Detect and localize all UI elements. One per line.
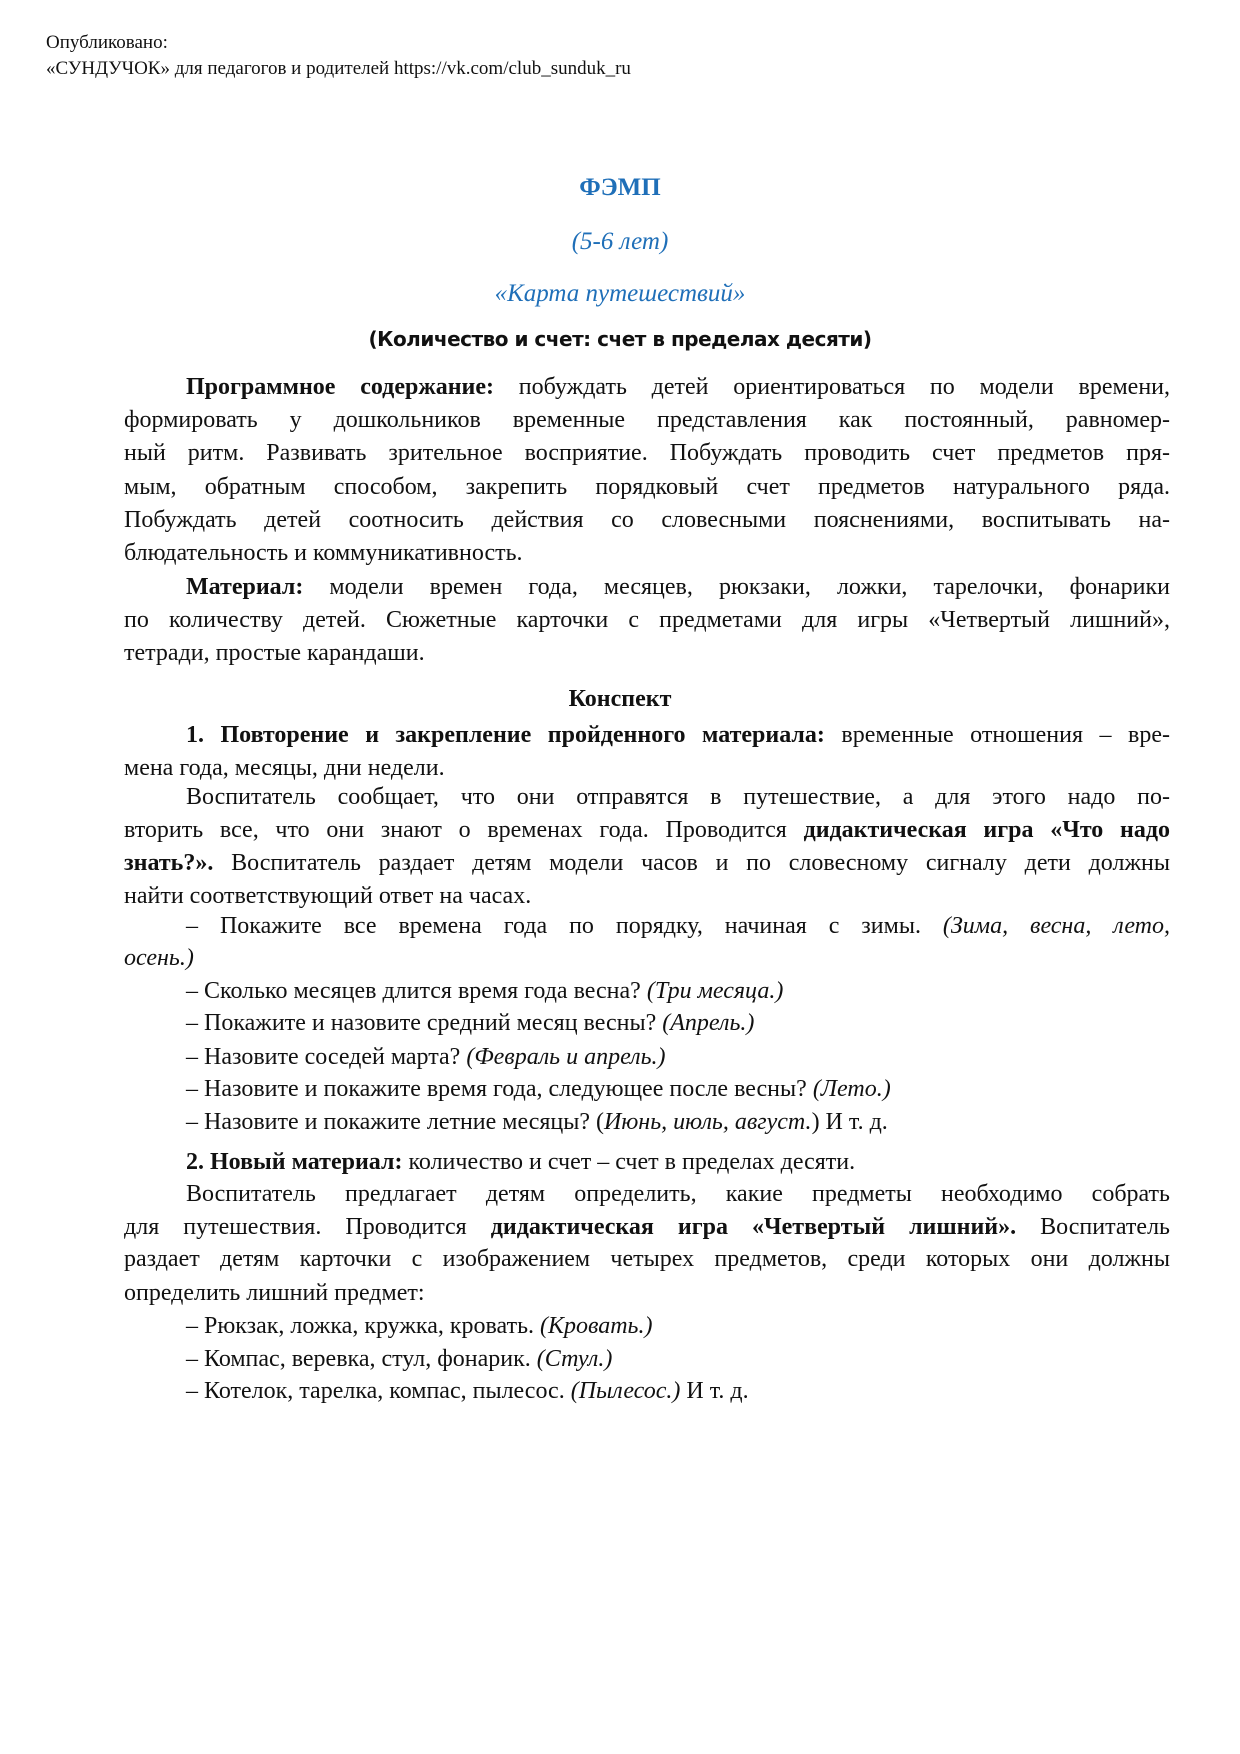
lesson-topic: (Количество и счет: счет в пределах десяти) bbox=[368, 327, 872, 351]
bold-text: Программное содержание: bbox=[186, 374, 495, 400]
text-line bbox=[186, 1074, 1170, 1104]
source-credit: «СУНДУЧОК» для педагогов и родителей https://vk.com/club_sunduk_ru bbox=[46, 58, 631, 79]
italic-answer: (Кровать.) bbox=[540, 1313, 653, 1339]
bold-text: 1. Повторение и закрепление пройденного материала: bbox=[186, 722, 825, 748]
text-line bbox=[124, 472, 1170, 502]
italic-answer: осень.) bbox=[124, 945, 194, 971]
text-line bbox=[186, 1311, 1170, 1341]
text-segment: временные отношения – вре- bbox=[824, 722, 1171, 748]
text-segment: побуждать детей ориентироваться по модели времени, bbox=[494, 374, 1171, 400]
text-line bbox=[124, 753, 1170, 783]
section-heading: Конспект bbox=[568, 686, 672, 712]
text-line bbox=[186, 1344, 1170, 1374]
text-segment: мена года, месяцы, дни недели. bbox=[124, 755, 445, 781]
text-segment: И т. д. bbox=[680, 1378, 749, 1404]
italic-answer: (Апрель.) bbox=[662, 1010, 755, 1036]
text-line bbox=[124, 1278, 1170, 1308]
text-segment: – Назовите и покажите летние месяцы? ( bbox=[186, 1109, 605, 1135]
italic-answer: (Стул.) bbox=[536, 1346, 613, 1372]
text-line bbox=[124, 605, 1170, 635]
bold-text: знать?». bbox=[124, 850, 214, 876]
text-segment: раздает детям карточки с изображением четырех предметов, среди которых они должны bbox=[124, 1246, 1170, 1272]
text-line bbox=[186, 1147, 1170, 1177]
text-line bbox=[186, 1008, 1170, 1038]
text-segment: формировать у дошкольников временные представления как постоянный, равномер- bbox=[124, 407, 1170, 433]
text-line bbox=[124, 1244, 1170, 1274]
text-line bbox=[124, 638, 1170, 668]
italic-answer: (Пылесос.) bbox=[570, 1378, 681, 1404]
text-segment: – Покажите все времена года по порядку, начиная с зимы. bbox=[186, 913, 943, 939]
text-line bbox=[186, 1376, 1170, 1406]
bold-text: Материал: bbox=[186, 574, 304, 600]
text-line bbox=[186, 976, 1170, 1006]
text-line bbox=[186, 1042, 1170, 1072]
lesson-title: «Карта путешествий» bbox=[494, 280, 746, 307]
age-group: (5-6 лет) bbox=[571, 228, 669, 255]
text-line bbox=[124, 815, 1170, 845]
text-line bbox=[124, 405, 1170, 435]
italic-answer: (Февраль и апрель.) bbox=[466, 1044, 666, 1070]
text-segment: – Компас, веревка, стул, фонарик. bbox=[186, 1346, 537, 1372]
text-line bbox=[186, 911, 1170, 941]
text-segment: – Сколько месяцев длится время года весна? bbox=[186, 978, 647, 1004]
text-segment: – Котелок, тарелка, компас, пылесос. bbox=[186, 1378, 571, 1404]
text-line bbox=[186, 720, 1170, 750]
text-line bbox=[186, 1179, 1170, 1209]
text-line bbox=[186, 572, 1170, 602]
text-segment: – Рюкзак, ложка, кружка, кровать. bbox=[186, 1313, 541, 1339]
text-segment: Побуждать детей соотносить действия со словесными пояснениями, воспитывать на- bbox=[124, 507, 1170, 533]
text-line bbox=[124, 1212, 1170, 1242]
text-line bbox=[186, 372, 1170, 402]
italic-answer: (Три месяца.) bbox=[646, 978, 784, 1004]
text-segment: модели времен года, месяцев, рюкзаки, ложки, тарелочки, фонарики bbox=[303, 574, 1170, 600]
italic-answer: Июнь, июль, август. bbox=[604, 1109, 812, 1135]
text-segment: найти соответствующий ответ на часах. bbox=[124, 883, 532, 909]
text-segment: – Назовите и покажите время года, следующее после весны? bbox=[186, 1076, 813, 1102]
text-segment: вторить все, что они знают о временах года. Проводится bbox=[124, 817, 804, 843]
text-line bbox=[186, 782, 1170, 812]
text-segment: ный ритм. Развивать зрительное восприятие. Побуждать проводить счет предметов пря- bbox=[124, 440, 1170, 466]
text-segment: для путешествия. Проводится bbox=[124, 1214, 491, 1240]
text-segment: – Покажите и назовите средний месяц весны? bbox=[186, 1010, 663, 1036]
text-segment: Воспитатель раздает детям модели часов и по словесному сигналу дети должны bbox=[213, 850, 1170, 876]
text-segment: количество и счет – счет в пределах десяти. bbox=[402, 1149, 856, 1175]
published-label: Опубликовано: bbox=[46, 32, 168, 53]
text-segment: определить лишний предмет: bbox=[124, 1280, 425, 1306]
text-segment: Воспитатель предлагает детям определить, какие предметы необходимо собрать bbox=[186, 1181, 1170, 1207]
italic-answer: (Зима, весна, лето, bbox=[942, 913, 1170, 939]
document-title: ФЭМП bbox=[579, 174, 661, 201]
text-segment: блюдательность и коммуникативность. bbox=[124, 540, 523, 566]
bold-text: дидактическая игра «Четвертый лишний». bbox=[490, 1214, 1017, 1240]
text-line bbox=[124, 943, 1170, 973]
text-segment: тетради, простые карандаши. bbox=[124, 640, 425, 666]
italic-answer: (Лето.) bbox=[812, 1076, 891, 1102]
text-line bbox=[124, 848, 1170, 878]
text-segment: по количеству детей. Сюжетные карточки с предметами для игры «Четвертый лишний», bbox=[124, 607, 1170, 633]
text-line bbox=[124, 538, 1170, 568]
text-line bbox=[186, 1107, 1170, 1137]
text-segment: – Назовите соседей марта? bbox=[186, 1044, 467, 1070]
text-segment: ) И т. д. bbox=[811, 1109, 888, 1135]
bold-text: дидактическая игра «Что надо bbox=[803, 817, 1170, 843]
text-line bbox=[124, 881, 1170, 911]
text-line bbox=[124, 505, 1170, 535]
text-segment: Воспитатель bbox=[1016, 1214, 1170, 1240]
text-segment: Воспитатель сообщает, что они отправятся в путешествие, а для этого надо по- bbox=[186, 784, 1170, 810]
bold-text: 2. Новый материал: bbox=[186, 1149, 403, 1175]
text-line bbox=[124, 438, 1170, 468]
text-segment: мым, обратным способом, закрепить порядковый счет предметов натурального ряда. bbox=[124, 474, 1170, 500]
